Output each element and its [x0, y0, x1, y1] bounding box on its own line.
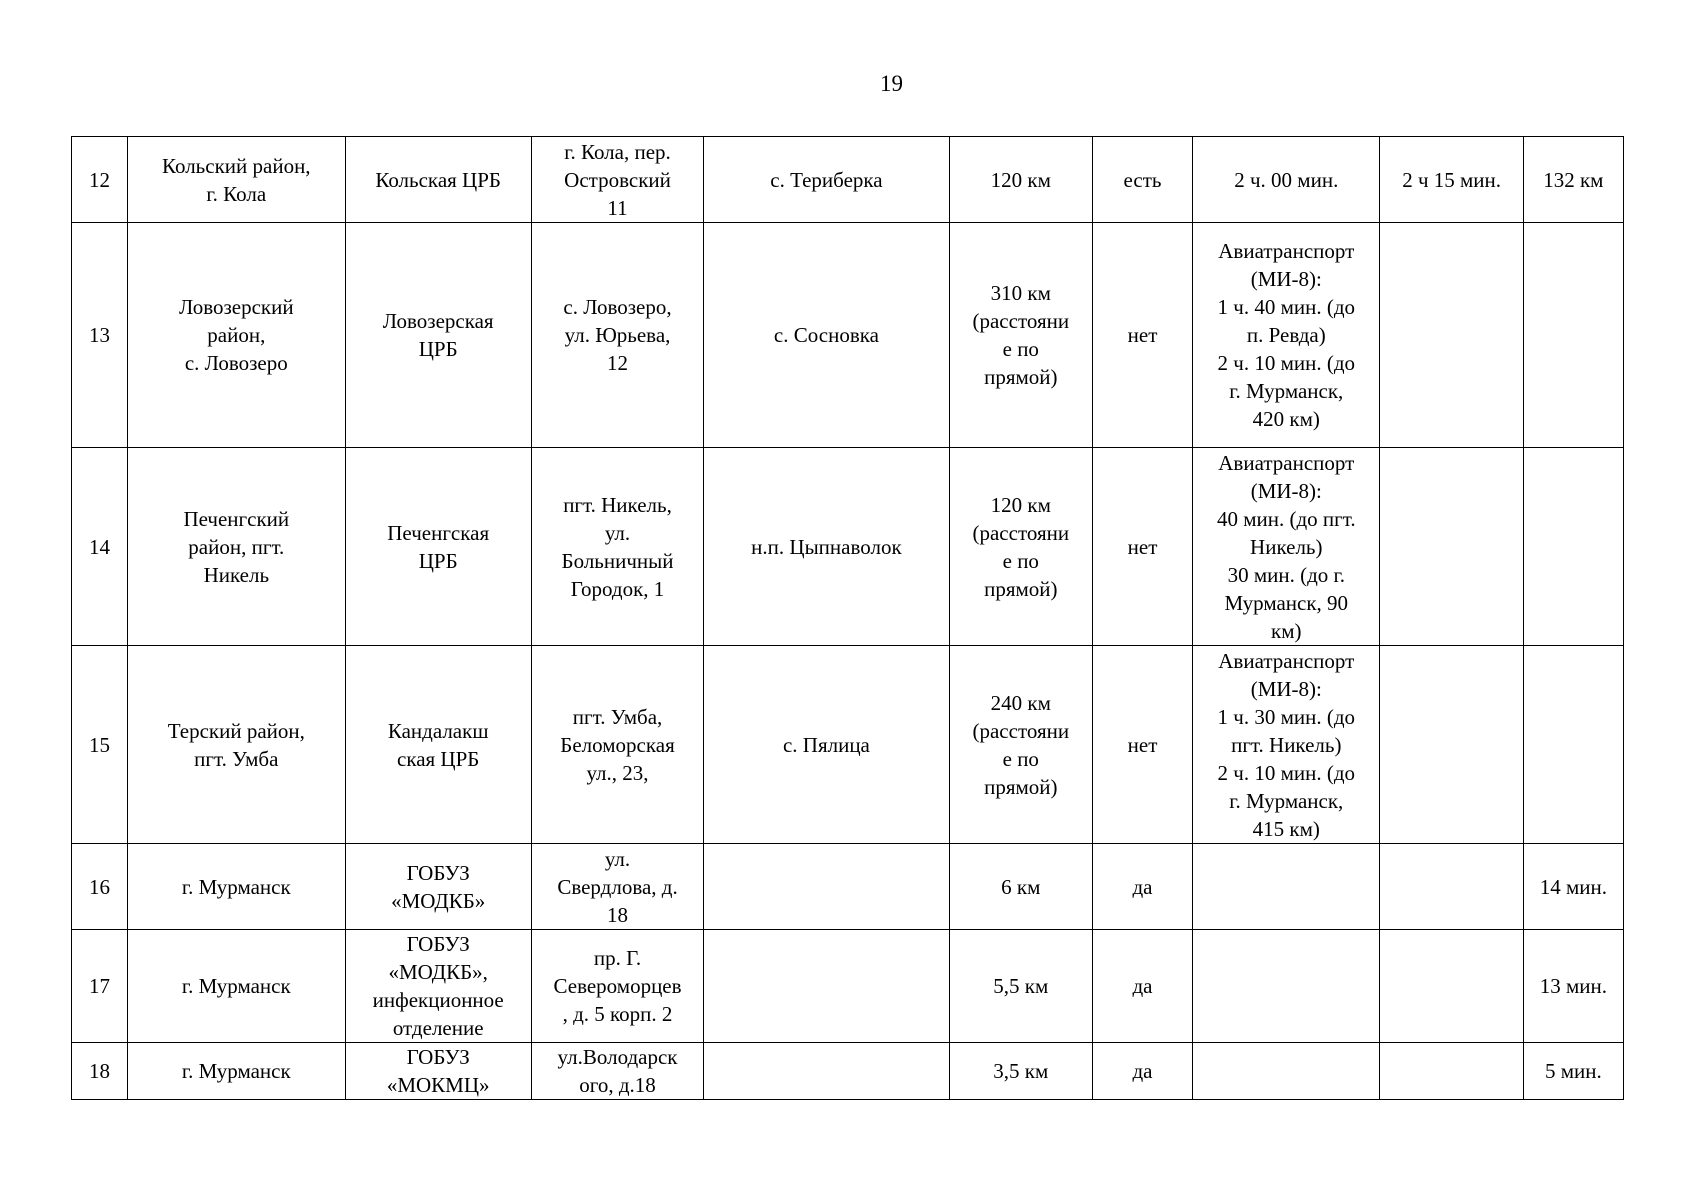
organization-cell-line: ГОБУЗ: [406, 1045, 470, 1069]
address-cell-line: Островский: [564, 167, 671, 192]
district-cell: [128, 1043, 345, 1100]
distance-cell-line: прямой): [984, 365, 1058, 389]
extra-cell: [1523, 223, 1623, 448]
organization-cell: [345, 844, 531, 930]
aviation-cell-line: Авиатранспорт: [1218, 239, 1355, 263]
row-number-cell: 16: [72, 844, 128, 930]
district-cell-line: г. Мурманск: [181, 1059, 291, 1083]
road-cell: да: [1092, 844, 1192, 930]
aviation-cell-line: пгт. Никель): [1231, 732, 1342, 757]
district-cell-line: район, пгт.: [188, 534, 285, 559]
address-cell-line: пгт. Умба,: [572, 704, 663, 729]
distance-cell-line: 6 км: [1001, 874, 1041, 899]
aviation-cell-line: г. Мурманск,: [1229, 788, 1344, 813]
aviation-cell-line: 1 ч. 30 мин. (до: [1217, 704, 1356, 729]
address-cell-line: 18: [607, 902, 629, 927]
distance-cell-line: 3,5 км: [993, 1059, 1049, 1083]
table-row: [72, 646, 1624, 844]
distance-cell-line: 5,5 км: [993, 974, 1049, 998]
district-cell-line: г. Кола: [206, 181, 267, 206]
settlement-cell: с. Сосновка: [704, 223, 949, 448]
district-cell-line: г. Мурманск: [181, 874, 291, 899]
time-cell: [1380, 1043, 1523, 1100]
aviation-cell-line: 40 мин. (до пгт.: [1216, 506, 1356, 531]
road-cell: нет: [1092, 223, 1192, 448]
organization-cell-line: ЦРБ: [418, 548, 458, 573]
district-cell: [128, 448, 345, 646]
time-cell: 2 ч 15 мин.: [1380, 137, 1523, 223]
district-cell-line: Печенгский: [183, 506, 290, 531]
aviation-cell-line: 1 ч. 40 мин. (до: [1217, 295, 1356, 319]
time-cell: [1380, 646, 1523, 844]
address-cell: [531, 448, 703, 646]
aviation-cell-line: Мурманск, 90: [1224, 590, 1349, 615]
address-cell-line: Беломорская: [560, 732, 675, 757]
road-cell: есть: [1092, 137, 1192, 223]
distance-cell: [949, 930, 1092, 1043]
road-cell: да: [1092, 1043, 1192, 1100]
extra-cell: [1523, 646, 1623, 844]
address-cell-line: 11: [607, 195, 628, 220]
table-row: [72, 930, 1624, 1043]
address-cell-line: Североморцев: [553, 974, 682, 998]
address-cell-line: Больничный: [561, 548, 674, 573]
address-cell: [531, 1043, 703, 1100]
distance-cell: [949, 1043, 1092, 1100]
distance-cell: [949, 844, 1092, 930]
aviation-cell: [1193, 646, 1380, 844]
address-cell-line: ул.: [604, 846, 631, 871]
organization-cell: [345, 223, 531, 448]
row-number-cell: 15: [72, 646, 128, 844]
district-cell-line: Никель: [203, 562, 270, 587]
district-cell-line: район,: [207, 323, 266, 347]
table-row: [72, 223, 1624, 448]
settlement-cell: [704, 844, 949, 930]
distance-cell-line: (расстояни: [972, 520, 1070, 545]
district-cell: [128, 646, 345, 844]
address-cell-line: Свердлова, д.: [557, 874, 678, 899]
settlement-cell: [704, 1043, 949, 1100]
address-cell: [531, 646, 703, 844]
organization-cell: [345, 1043, 531, 1100]
aviation-cell: [1193, 844, 1380, 930]
distance-cell-line: е по: [1002, 548, 1039, 573]
address-cell-line: ул.Володарск: [557, 1045, 678, 1069]
extra-cell: [1523, 448, 1623, 646]
organization-cell: [345, 137, 531, 223]
aviation-cell-line: (МИ-8):: [1250, 478, 1322, 503]
distance-cell: [949, 137, 1092, 223]
settlement-cell: н.п. Цыпнаволок: [704, 448, 949, 646]
row-number-cell: 18: [72, 1043, 128, 1100]
address-cell-line: , д. 5 корп. 2: [562, 1002, 673, 1026]
district-cell: [128, 137, 345, 223]
organization-cell-line: ЦРБ: [418, 337, 458, 361]
distance-cell-line: 310 км: [990, 281, 1051, 305]
address-cell: [531, 223, 703, 448]
aviation-cell-line: 2 ч. 10 мин. (до: [1217, 760, 1356, 785]
address-cell-line: ого, д.18: [579, 1073, 656, 1097]
page-number: 19: [880, 71, 903, 96]
aviation-cell: [1193, 448, 1380, 646]
aviation-cell: [1193, 930, 1380, 1043]
row-number-cell: 14: [72, 448, 128, 646]
address-cell-line: ул., 23,: [586, 760, 649, 785]
organization-cell: [345, 646, 531, 844]
table-row: [72, 137, 1624, 223]
extra-cell: 132 км: [1523, 137, 1623, 223]
aviation-cell: [1193, 1043, 1380, 1100]
aviation-cell-line: г. Мурманск,: [1229, 379, 1344, 403]
extra-cell: 13 мин.: [1523, 930, 1623, 1043]
distance-cell-line: 120 км: [990, 167, 1051, 192]
district-cell-line: Терский район,: [167, 718, 305, 743]
aviation-cell-line: (МИ-8):: [1250, 267, 1322, 291]
row-number-cell: 13: [72, 223, 128, 448]
district-cell-line: Ловозерский: [178, 295, 294, 319]
table-row: [72, 844, 1624, 930]
address-cell-line: пр. Г.: [593, 946, 642, 970]
aviation-cell-line: 2 ч. 00 мин.: [1234, 167, 1339, 192]
distance-cell-line: 120 км: [990, 492, 1051, 517]
distance-cell-line: е по: [1002, 746, 1039, 771]
settlement-cell: [704, 930, 949, 1043]
address-cell-line: ул. Юрьева,: [564, 323, 671, 347]
road-cell: нет: [1092, 448, 1192, 646]
distance-cell: [949, 223, 1092, 448]
distance-cell-line: 240 км: [990, 690, 1051, 715]
district-cell: [128, 844, 345, 930]
distance-cell-line: прямой): [984, 576, 1058, 601]
district-cell-line: Кольский район,: [162, 153, 311, 178]
address-cell: [531, 844, 703, 930]
distance-cell: [949, 448, 1092, 646]
organization-cell-line: Кандалакш: [387, 718, 489, 743]
organization-cell: [345, 930, 531, 1043]
aviation-cell-line: км): [1271, 618, 1302, 643]
address-cell-line: с. Ловозеро,: [563, 295, 672, 319]
transport-table: [71, 136, 1624, 1100]
aviation-cell: [1193, 223, 1380, 448]
settlement-cell: с. Пялица: [704, 646, 949, 844]
organization-cell-line: «МОДКБ»,: [388, 960, 488, 984]
address-cell-line: г. Кола, пер.: [564, 139, 671, 164]
organization-cell-line: Печенгская: [387, 520, 490, 545]
address-cell: [531, 137, 703, 223]
road-cell: нет: [1092, 646, 1192, 844]
district-cell-line: пгт. Умба: [194, 746, 279, 771]
address-cell-line: Городок, 1: [570, 576, 665, 601]
settlement-cell: с. Териберка: [704, 137, 949, 223]
organization-cell-line: ГОБУЗ: [406, 932, 470, 956]
extra-cell: 14 мин.: [1523, 844, 1623, 930]
distance-cell-line: е по: [1002, 337, 1039, 361]
organization-cell-line: инфекционное: [372, 988, 504, 1012]
district-cell-line: г. Мурманск: [181, 974, 291, 998]
address-cell: [531, 930, 703, 1043]
aviation-cell-line: 415 км): [1252, 816, 1320, 841]
distance-cell-line: прямой): [984, 774, 1058, 799]
address-cell-line: ул.: [604, 520, 631, 545]
address-cell-line: пгт. Никель,: [563, 492, 672, 517]
aviation-cell-line: (МИ-8):: [1250, 676, 1322, 701]
distance-cell: [949, 646, 1092, 844]
aviation-cell-line: 2 ч. 10 мин. (до: [1217, 351, 1356, 375]
organization-cell-line: Ловозерская: [382, 309, 494, 333]
organization-cell: [345, 448, 531, 646]
time-cell: [1380, 223, 1523, 448]
aviation-cell-line: Никель): [1250, 534, 1323, 559]
aviation-cell: [1193, 137, 1380, 223]
time-cell: [1380, 448, 1523, 646]
time-cell: [1380, 844, 1523, 930]
aviation-cell-line: Авиатранспорт: [1218, 648, 1355, 673]
row-number-cell: 12: [72, 137, 128, 223]
row-number-cell: 17: [72, 930, 128, 1043]
district-cell-line: с. Ловозеро: [184, 351, 288, 375]
organization-cell-line: «МОДКБ»: [391, 888, 486, 913]
distance-cell-line: (расстояни: [972, 309, 1070, 333]
distance-cell-line: (расстояни: [972, 718, 1070, 743]
address-cell-line: 12: [607, 351, 629, 375]
organization-cell-line: Кольская ЦРБ: [375, 167, 501, 192]
organization-cell-line: ская ЦРБ: [397, 746, 480, 771]
aviation-cell-line: Авиатранспорт: [1218, 450, 1355, 475]
table-body: [72, 137, 1624, 1100]
aviation-cell-line: п. Ревда): [1246, 323, 1326, 347]
table-row: [72, 1043, 1624, 1100]
organization-cell-line: «МОКМЦ»: [386, 1073, 490, 1097]
time-cell: [1380, 930, 1523, 1043]
district-cell: [128, 223, 345, 448]
extra-cell: 5 мин.: [1523, 1043, 1623, 1100]
aviation-cell-line: 420 км): [1252, 407, 1320, 431]
organization-cell-line: ГОБУЗ: [406, 860, 470, 885]
road-cell: да: [1092, 930, 1192, 1043]
aviation-cell-line: 30 мин. (до г.: [1227, 562, 1346, 587]
table-row: [72, 448, 1624, 646]
district-cell: [128, 930, 345, 1043]
organization-cell-line: отделение: [392, 1016, 484, 1040]
